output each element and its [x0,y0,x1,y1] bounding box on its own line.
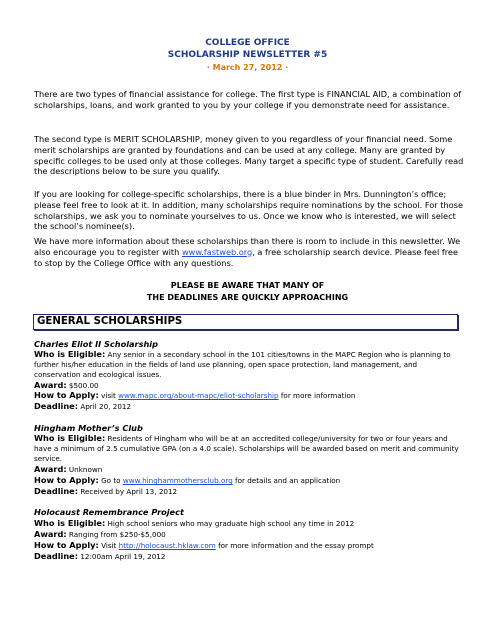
deadline-warning-line-2: THE DEADLINES ARE QUICKLY APPROACHING [146,293,349,302]
scholarship-apply [34,475,464,486]
eligible-label: Who is Eligible: [34,518,106,528]
scholarship-eligibility [34,518,464,529]
scholarship-title: Charles Eliot II Scholarship [34,339,158,349]
eligible-text: Any senior in a secondary school in the 101 cities/towns in the MAPC Region [107,350,383,359]
award-label: Award: [34,529,67,539]
deadline-label: Deadline: [34,486,79,496]
section-header-box [33,314,458,330]
eligible-label: Who is Eligible: [34,349,106,359]
intro-paragraph-4 [34,236,464,268]
eligible-text-cont: four years and have a minimum of 2.5 cumulative GPA (on a 4.0 scale). Scholarships will be awarded based on merit and community service. [34,434,459,463]
newsletter-date: · March 27, 2012 · [206,63,289,72]
apply-text: visit [101,391,119,400]
apply-text: Go to [101,476,123,485]
hingham-link[interactable]: www.hinghammothersclub.org [122,476,233,485]
award-value: Ranging from $250-$5,000 [68,530,166,539]
deadline-value: 12:00am April 19, 2012 [80,552,166,561]
office-title: COLLEGE OFFICE [205,38,290,48]
apply-text-end: for more information and the essay prompt [215,541,374,550]
apply-label: How to Apply: [34,475,99,485]
award-value: Unknown [68,465,103,474]
deadline-warning-line-1: PLEASE BE AWARE THAT MANY OF [170,281,325,290]
apply-label: How to Apply: [34,540,99,550]
intro-paragraph-1: There are two types of financial assistance for college. The first type is FINANCIAL AID, a combination of scholarships, loans, and work granted to you by your college if you demonstrate need for assistance. [34,89,462,110]
apply-text-end: for details and an application [232,476,341,485]
intro-p4-text: We have more information about these scholarships than there is room to include in this newsletter. We also encourage you to register with [34,236,461,257]
deadline-label: Deadline: [34,401,79,411]
award-label: Award: [34,380,67,390]
deadline-value: April 20, 2012 [80,402,132,411]
deadline-label: Deadline: [34,551,79,561]
scholarship-award [34,529,464,540]
award-label: Award: [34,464,67,474]
deadline-value: Received by April 13, 2012 [80,487,178,496]
scholarship-deadline [34,551,464,562]
scholarship-eligibility [34,349,464,380]
holocaust-link[interactable]: http://holocaust.hklaw.com [118,541,216,550]
eligible-label: Who is Eligible: [34,433,106,443]
apply-text: Visit [101,541,119,550]
mapc-link[interactable]: www.mapc.org/about-mapc/eliot-scholarship [118,391,279,400]
scholarship-deadline [34,486,464,497]
newsletter-title: SCHOLARSHIP NEWSLETTER #5 [167,50,328,60]
eligible-text: High school seniors who may graduate high school any time in 2012 [107,519,355,528]
intro-p4-text-end: , a free scholarship search device. Please feel free to stop by the College Office with any questions. [34,246,458,268]
scholarship-title: Hingham Mother’s Club [34,423,143,433]
scholarship-award [34,464,464,475]
scholarship-title: Holocaust Remembrance Project [34,507,184,517]
scholarship-eligibility [34,433,464,464]
section-title: GENERAL SCHOLARSHIPS [37,316,183,327]
scholarship-deadline [34,401,464,412]
intro-paragraph-3-text: If you are looking for college-specific scholarships, there is a blue binder in Mrs. Dunnington’s office; please feel free to look at it. In addition, many scholarships require nominations by the school. For those scholarships, we ask you to nominate yourselves to us. Once we know who is interested, we will select the school’s nominee(s). [34,189,463,232]
eligible-text: Residents of Hingham who will be at an accredited college/university for two or [107,434,394,443]
scholarship-apply [34,540,464,551]
intro-paragraph-3 [34,189,464,232]
scholarship-apply [34,390,464,401]
apply-label: How to Apply: [34,390,99,400]
award-value: $500.00 [68,381,99,390]
eligible-text-cont: who is planning to further his/her education in the fields of land use planning, open space protection, land management, and conservation and ecological issues. [34,350,451,379]
fastweb-link[interactable]: www.fastweb.org [181,246,253,257]
intro-paragraph-2: The second type is MERIT SCHOLARSHIP, money given to you regardless of your financial need. Some merit scholarships are granted by foundations and can be used at any college. Many are granted by specific colleges to be used only at those colleges. Many target a specific type of student. Carefully read the descriptions below to be sure you qualify. [34,134,464,177]
apply-text-end: for more information [278,391,356,400]
